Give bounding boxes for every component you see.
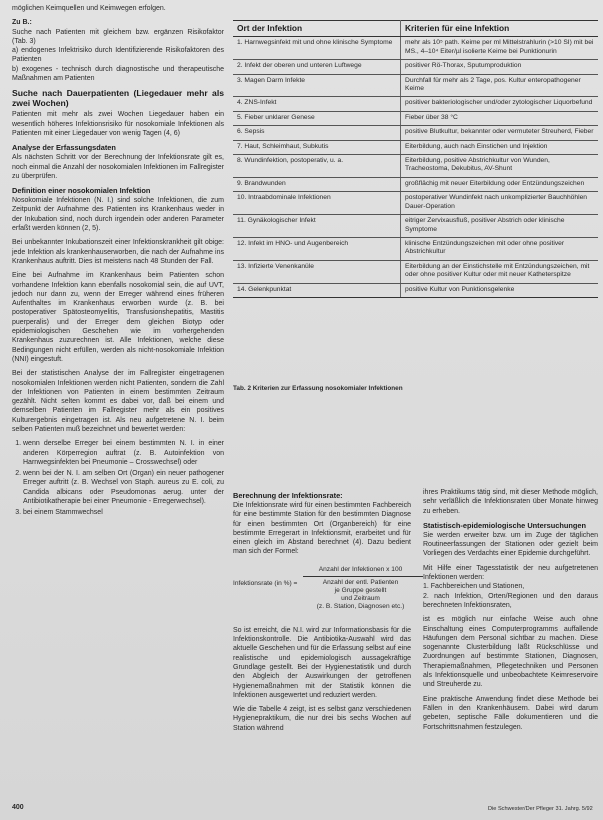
column-header-kriterien: Kriterien für eine Infektion	[401, 21, 599, 37]
denominator-line: je Gruppe gestellt	[334, 586, 387, 594]
cell-ort: 6. Sepsis	[233, 126, 401, 140]
paragraph: Sie werden erweiter bzw. um im Zuge der täglichen Routineerfassungen der Stationen oder gezielt beim Vorliegen des Verdachts einer Epidemie durchgeführt.	[423, 531, 598, 558]
list-item: 2. nach Infektion, Orten/Regionen und den daraus berechneten Infektionsraten,	[423, 592, 598, 609]
table-row	[233, 177, 598, 191]
cell-ort: 13. Infizierte Venenkanüle	[233, 260, 401, 283]
cell-kriterien: Eiterbildung, positive Abstrichkultur von Wunden, Tracheostoma, Dekubitus, AV-Shunt	[401, 155, 599, 178]
cell-ort: 12. Infekt im HNO- und Augenbereich	[233, 237, 401, 260]
cell-ort: 3. Magen Darm Infekte	[233, 74, 401, 97]
cell-ort: 9. Brandwunden	[233, 177, 401, 191]
cell-kriterien: eitriger Zervixausfluß, positiver Abstrich oder klinische Symptome	[401, 215, 599, 238]
section-heading: Berechnung der Infektionsrate:	[233, 491, 343, 500]
cell-kriterien: klinische Entzündungszeichen mit oder ohne positiver Abstrichkultur	[401, 237, 599, 260]
paragraph: Als nächsten Schritt vor der Berechnung der Infektionsrate gilt es, noch einmal die Anzahl der nosokomialen Infektionen im Fallregister zu überprüfen.	[12, 154, 224, 180]
infection-criteria-table	[233, 20, 598, 298]
cell-kriterien: mehr als 10⁵ path. Keime per ml Mittelstrahlurin (>10 SI) mit bei MS., 4–10⁴ Eiter/µl isolierte Keime bei Punktionurin	[401, 37, 599, 60]
table-row	[233, 126, 598, 140]
cell-kriterien: Eiterbildung an der Einstichstelle mit Entzündungszeichen, mit oder ohne positiver Kultur oder mit neuer Katheterspitze	[401, 260, 599, 283]
table-row	[233, 60, 598, 74]
paragraph: b) exogenes - technisch durch diagnostische und therapeutische Maßnahmen am Patienten	[12, 65, 224, 83]
text-column-left	[12, 4, 224, 522]
paragraph: Mit Hilfe einer Tagesstatistik der neu aufgetretenen Infektionen werden:	[423, 564, 598, 582]
denominator-line: (z. B. Station, Diagnosen etc.)	[316, 602, 405, 610]
cell-ort: 5. Fieber unklarer Genese	[233, 111, 401, 125]
cell-ort: 10. Intraabdominale Infektionen	[233, 192, 401, 215]
cell-ort: 4. ZNS-Infekt	[233, 97, 401, 111]
paragraph: a) endogenes Infektrisiko durch Identifizierende Risikofaktoren des Patienten	[12, 47, 224, 64]
list-item: 1. Fachbereichen und Stationen,	[423, 583, 525, 591]
cell-ort: 7. Haut, Schleimhaut, Subkutis	[233, 140, 401, 154]
paragraph: Eine bei Aufnahme im Krankenhaus beim Patienten schon vorhandene Infektion kann ebenfalls nosokomial sein, die auf UVT, jedoch nur dann zu, wenn der Erreger während eines früheren Aufenthaltes im Krankenhaus erworben wurde (z. B. bei postoperativer Spätosteomyelitis, Transfusionshepatitis, Mastitis puerperalis) und der Erreger dem gleichen Biotyp oder epidemiologischen Geschehen wie im vorhergehenden Krankenhaus zuzurechnen ist. Alle Infektionen, welche diese Bedingungen nicht erfüllen, werden als nicht-nosokomiale Infektion (NNI) eingestuft.	[12, 272, 224, 363]
table-row	[233, 74, 598, 97]
table-row	[233, 192, 598, 215]
paragraph: So ist erreicht, die N.I. wird zur Informationsbasis für die Infektionskontrolle. Die Antibiotika-Auswahl wird das aktuelle Geschehen und für die Erfassung selbst auf eine realistische und epidemiologisch aussagekräftige Grundlage gestellt. Bei der Hygienestatistik und durch den Abgleich der Auswirkungen der getroffenen Hygienemaßnahmen mit der Statistik können die Infektionen ausgewertet und reduziert werden.	[233, 626, 411, 699]
table-body	[233, 37, 598, 298]
table-row	[233, 155, 598, 178]
table-row	[233, 97, 598, 111]
formula-lhs: Infektionsrate (in %) =	[233, 579, 298, 587]
table-row	[233, 283, 598, 297]
cell-ort: 14. Gelenkpunktat	[233, 283, 401, 297]
text-column-middle	[233, 488, 411, 738]
cell-ort: 8. Wundinfektion, postoperativ, u. a.	[233, 155, 401, 178]
fraction-bar	[303, 576, 423, 577]
table-row	[233, 215, 598, 238]
cell-kriterien: Durchfall für mehr als 2 Tage, pos. Kultur enteropathogener Keime	[401, 74, 599, 97]
journal-footer: Die Schwester/Der Pfleger 31. Jahrg. 5/92	[488, 806, 593, 812]
cell-ort: 1. Harnwegsinfekt mit und ohne klinische Symptome	[233, 37, 401, 60]
cell-kriterien: positive Blutkultur, bekannter oder vermuteter Streuherd, Fieber	[401, 126, 599, 140]
table-row	[233, 237, 598, 260]
section-heading: Analyse der Erfassungsdaten	[12, 143, 116, 153]
paragraph: Die Infektionsrate wird für einen bestimmten Fachbereich für eine bestimmte Station für den bestimmten Diagnose für einen bestimmten Ort (Organbereich) für eine bestimmte Erregerart in Infektionsmit, erarbeitet und für einen gleich im Abstand berechnet (4). Dazu bedient man sich der Formel:	[233, 502, 411, 556]
formula-numerator: Anzahl der Infektionen x 100	[318, 565, 403, 573]
cell-kriterien: großflächig mit neuer Eiterbildung oder Entzündungszeichen	[401, 177, 599, 191]
paragraph: Patienten mit mehr als zwei Wochen Liegedauer haben ein wesentlich höheres Infektionsrisiko für nosokomiale Infektionen als Patienten mit einer Liegedauer von wenig Tagen (4, 6)	[12, 111, 224, 137]
paragraph: möglichen Keimquellen und Keimwegen erfolgen.	[12, 5, 166, 12]
column-header-ort: Ort der Infektion	[233, 21, 401, 37]
section-heading: Definition einer nosokomialen Infektion	[12, 186, 151, 196]
paragraph: Nosokomiale Infektionen (N. I.) sind solche Infektionen, die zum Zeitpunkt der Aufnahme des Patienten ins Krankenhaus weder in der Inkubation sind, noch durch irgendein oder anderen Parameter erfaßt werden können (2, 5).	[12, 197, 224, 233]
cell-kriterien: Fieber über 38 °C	[401, 111, 599, 125]
table-row	[233, 140, 598, 154]
list-item: 1. wenn derselbe Erreger bei einem bestimmten N. I. in einer anderen Körperregion auftrat (z. B. Autoinfektion von Harnwegsinfekten bei Pneumonie – Crosswechsel) oder	[23, 439, 224, 467]
table-caption: Tab. 2 Kriterien zur Erfassung nosokomialer Infektionen	[233, 385, 403, 392]
section-heading: Statistisch-epidemiologische Untersuchungen	[423, 520, 587, 530]
denominator-line: Anzahl der entl. Patienten	[322, 578, 399, 586]
cell-kriterien: positiver Rö-Thorax, Sputumproduktion	[401, 60, 599, 74]
paragraph: Suche nach Patienten mit gleichem bzw. ergänzen Risikofaktor (Tab. 3)	[12, 28, 224, 45]
paragraph: Bei der statistischen Analyse der im Fallregister eingetragenen nosokomialen Infektionen werden nicht Patienten, sondern die Zahl der Infektionen von Patienten in einem bestimmten Zeitraum gezählt. Nicht selten kommt es dabei vor, daß bei einem und demselben Patienten im Fallregister mehr als ein positives Kulturergebnis eingetragen ist. Als neu aufgetretene N. I. beim selben Patienten muß bezeichnet und bewertet werden:	[12, 370, 224, 433]
cell-ort: 2. Infekt der oberen und unteren Luftwege	[233, 60, 401, 74]
cell-kriterien: positive Kultur von Punktionsgelenke	[401, 283, 599, 297]
page-number: 400	[12, 804, 24, 811]
formula-denominator	[288, 579, 433, 611]
list-item: 3. bei einem Stammwechsel	[23, 508, 224, 517]
table-row	[233, 111, 598, 125]
cell-ort: 11. Gynäkologischer Infekt	[233, 215, 401, 238]
list-item: 2. wenn bei der N. I. am selben Ort (Organ) ein neuer pathogener Erreger auftritt (z. B. Wechsel von Staph. aureus zu E. coli, zu Candida albicans oder Pseudomonas aerug. unter der Antibiotikatherapie bei einer Pneumonie - Erregerwechsel).	[23, 469, 224, 506]
denominator-line: und Zeitraum	[341, 594, 380, 602]
table-row	[233, 260, 598, 283]
cell-kriterien: postoperativer Wundinfekt nach unkomplizierter Bauchhöhlen Dauer-Operation	[401, 192, 599, 215]
section-heading: Suche nach Dauerpatienten (Liegedauer mehr als zwei Wochen)	[12, 88, 224, 109]
table-header-row	[233, 21, 598, 37]
paragraph: ihres Praktikums tätig sind, mit dieser Methode möglich, sehr verläßlich die Infektionsraten über Monate hinweg zu erheben.	[423, 489, 598, 515]
paragraph: Bei unbekannter Inkubationszeit einer Infektionskrankheit gilt obige: jede Infektion als krankenhauserworben, die nach der Aufnahme ins Krankenhaus auftritt. Dies ist meistens nach 48 Stunden der Fall.	[12, 239, 224, 265]
label-zu-b: Zu B.:	[12, 19, 32, 27]
paragraph: Eine praktische Anwendung findet diese Methode bei Fällen in den Krankenhäusern. Dabei wird darum gebeten, septische Fälle dokumentieren und die Fortschrittsnahmen festzulegen.	[423, 695, 598, 731]
infection-rate-formula	[233, 562, 411, 610]
cell-kriterien: positiver bakteriologischer und/oder zytologischer Liquorbefund	[401, 97, 599, 111]
text-column-right	[423, 488, 598, 737]
table-row	[233, 37, 598, 60]
numbered-list	[12, 439, 224, 517]
paragraph: ist es möglich nur einfache Weise auch ohne Einschaltung eines Computerprogramms auffallende Häufungen dem Personal sichtbar zu machen. Diese sogenannte Clusterbildung läßt Rückschlüsse und Zuordnungen auf bestimmte Stationen, Diagnosen, Therapiemaßnahmen, Pflegetechniken und Personen als Infektionsquelle und unbeobachtete Keimreservoire und Streuherde zu.	[423, 616, 598, 689]
cell-kriterien: Eiterbildung, auch nach Einstichen und Injektion	[401, 140, 599, 154]
paragraph: Wie die Tabelle 4 zeigt, ist es selbst ganz verschiedenen Hygienepraktikum, die nur drei bis sechs Wochen auf Station während	[233, 706, 411, 732]
